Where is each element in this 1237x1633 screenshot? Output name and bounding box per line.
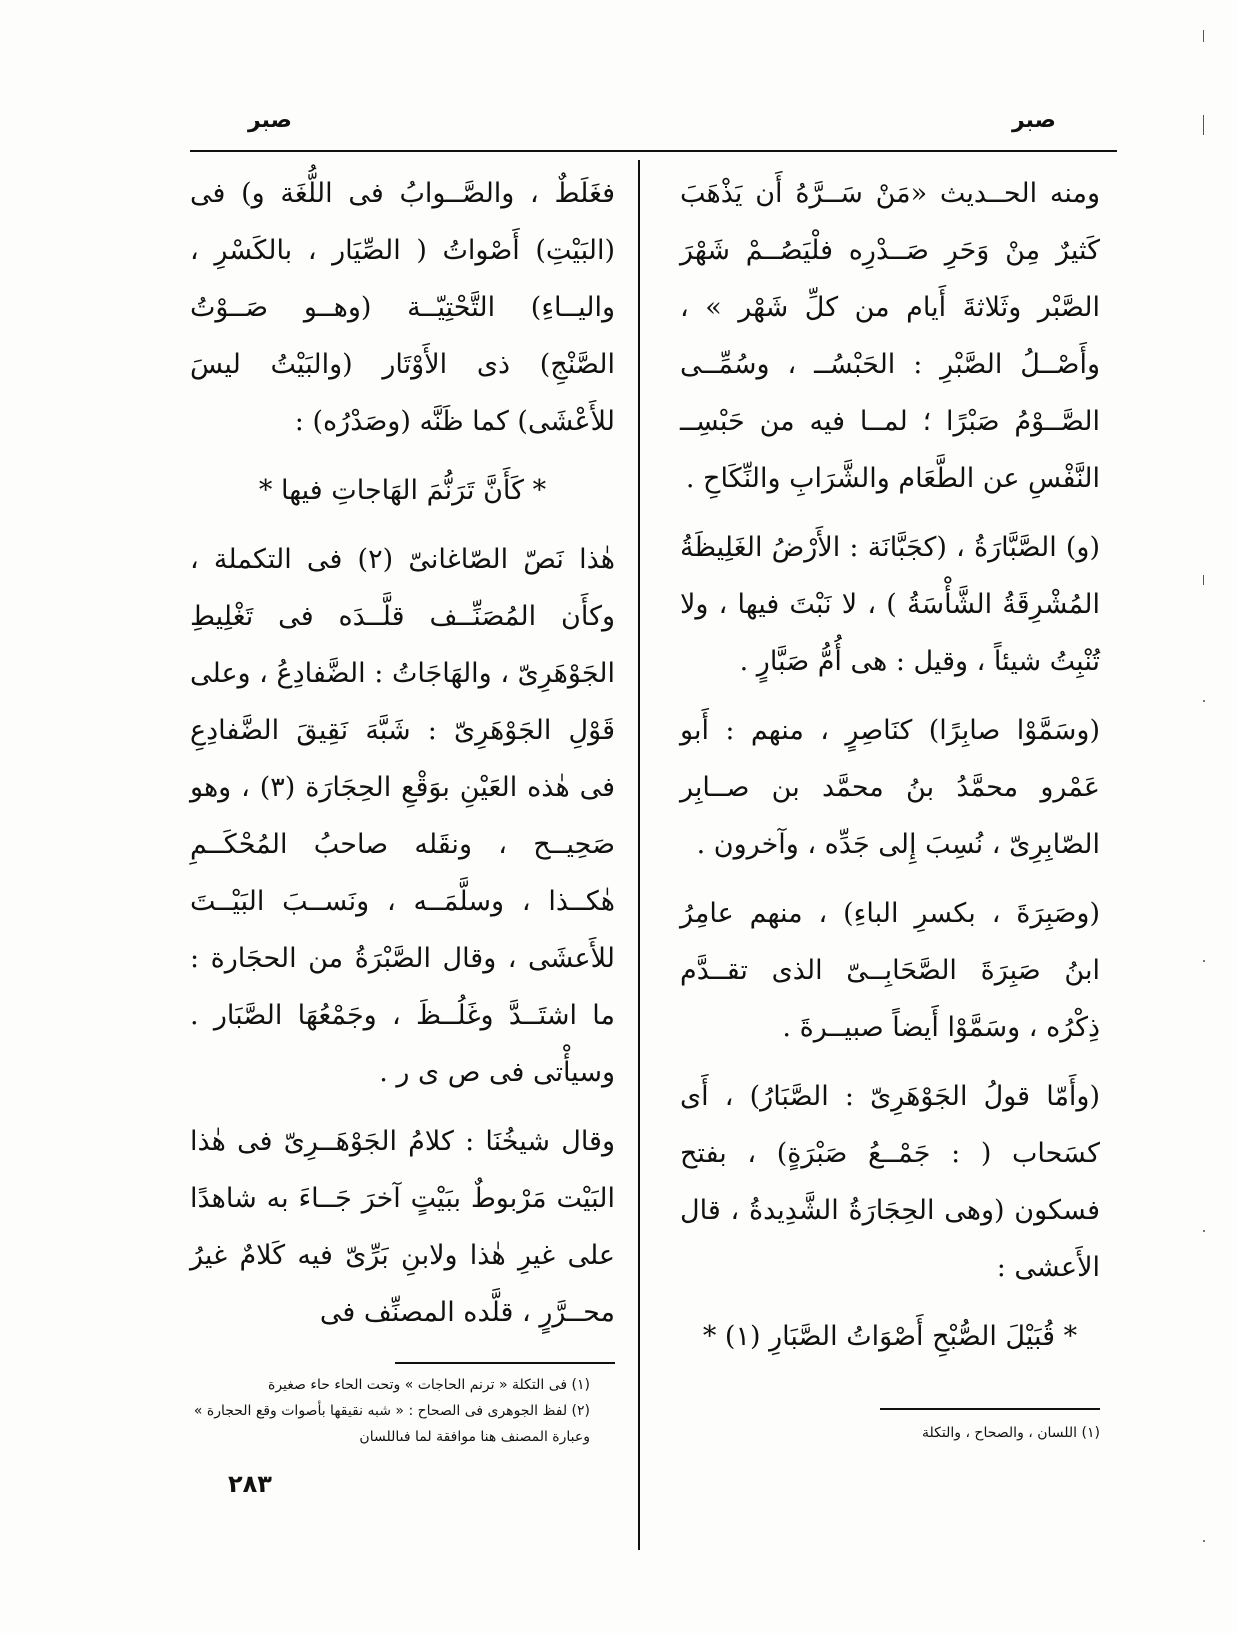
margin-mark	[1203, 115, 1204, 135]
paragraph: فغَلَطٌ ، والصَّــوابُ فى اللُّغَة و) فى (البَيْتِ) أَصْواتُ ( الصِّيَار ، بالكَسْرِ ، واليــاءِ) التَّحْتِيّــة (وهــو صَــوْتُ الصَّنْجِ) ذى الأَوْتَار (والبَيْتُ ليسَ للأَعْشَى) كما ظَنَّه (وصَدْرُه) :	[190, 178, 615, 437]
right-column	[680, 165, 1100, 1377]
paragraph: (وأَمّا قولُ الجَوْهَرِىّ : الصَّبَارُ) ، أَى كسَحاب ( : جَمْــعُ صَبْرَةٍ) ، بفتح فسكون (وهى الحِجَارَةُ الشَّدِيدةُ ، قال الأَعشى :	[680, 1081, 1100, 1283]
footnote-rule-left	[395, 1362, 615, 1364]
margin-dot	[1203, 1230, 1205, 1232]
margin-mark	[1203, 575, 1204, 585]
paragraph: وقال شيخُنَا : كلامُ الجَوْهَــرِىّ فى هٰذا البَيْت مَرْبوطٌ ببَيْتٍ آخرَ جَــاءَ به شاهدًا على غيرِ هٰذا ولابنِ بَرِّىّ فيه كَلامٌ غيرُ محــرَّرٍ ، قلَّده المصنِّف فى	[190, 1126, 615, 1328]
footnote: (١) اللسان ، والصحاح ، والتكلة	[922, 1425, 1100, 1441]
header-rule	[190, 150, 1117, 152]
running-head-left: صبر	[248, 108, 292, 133]
paragraph: هٰذا نَصّ الصّاغانىّ (٢) فى التكملة ، وكأَن المُصَنِّــف قلَّــدَه فى تَغْلِيطِ الجَوْهَرِىّ ، والهَاجَاتُ : الضَّفادِعُ ، وعلى قَوْلِ الجَوْهَرِىّ : شَبَّهَ نَقِيقَ الضَّفادِعِ فى هٰذه العَيْنِ بوَقْعِ الحِجَارَة (٣) ، وهو صَحِيــح ، ونقَله صاحبُ المُحْكَــمِ هٰكــذا ، وسلَّمَــه ، ونَســبَ البَيْــتَ للأَعشَى ، وقال الصَّبْرَةُ من الحجَارة : ما اشتَــدَّ وغَلُــظَ ، وجَمْعُهَا الصَّبَار . وسيأْتى فى ص ى ر .	[190, 544, 615, 1088]
left-column	[190, 165, 615, 1353]
footnote-rule-right	[880, 1408, 1100, 1410]
column-divider	[638, 160, 640, 1550]
margin-dot	[1203, 700, 1205, 702]
paragraph: (و) الصَّبَّارَةُ ، (كجَبَّانَة : الأَرْضُ الغَلِيظَةُ المُشْرِقَةُ الشَّأْسَةُ ) ، لا نَبْتَ فيها ، ولا تُنْبِتُ شيئاً ، وقيل : هى أُمُّ صَبَّارٍ .	[680, 532, 1100, 677]
margin-dot	[1203, 960, 1205, 962]
paragraph: (وصَبِرَةَ ، بكسرِ الباءِ) ، منهم عامِرُ ابنُ صَبِرَةَ الصَّحَابِــىّ الذى تقــدَّم ذِكْرُه ، وسَمَّوْا أَيضاً صبيــرةَ .	[680, 898, 1100, 1043]
verse-line: * كَأَنَّ تَرَنُّمَ الهَاجاتِ فيها *	[258, 475, 547, 506]
running-head-right: صبر	[1012, 108, 1056, 133]
footnotes-right	[780, 1420, 1100, 1446]
footnote: (١) فى التكلة « ترنم الحاجات » وتحت الحاء حاء صغيرة	[267, 1377, 590, 1393]
verse-line: * قُبَيْلَ الصُّبْحِ أَصْوَاتُ الصَّبَارِ (١) *	[702, 1321, 1078, 1352]
footnote: (٢) لفظ الجوهرى فى الصحاح : « شبه نقيقها بأصوات وقع الحجارة » وعبارة المصنف هنا موافقة لما فىاللسان	[193, 1403, 590, 1445]
paragraph: (وسَمَّوْا صابِرًا) كنَاصِرٍ ، منهم : أَبو عَمْرو محمَّدُ بنُ محمَّد بن صــابِر الصّابِرِىّ ، نُسِبَ إِلى جَدِّه ، وآخرون .	[680, 715, 1100, 860]
margin-dot	[1203, 1540, 1205, 1542]
page-number: ٢٨٣	[228, 1470, 272, 1498]
footnotes-left	[190, 1372, 590, 1450]
margin-mark	[1203, 30, 1204, 42]
paragraph: ومنه الحــديث «مَنْ سَــرَّهُ أَن يَذْهَبَ كَثيرٌ مِنْ وَحَرِ صَــدْرِه فلْيَصُــمْ شَهْرَ الصَّبْر وثَلاثةَ أَيام من كلِّ شَهْر » ، وأَصْــلُ الصَّبْرِ : الحَبْسُــ ، وسُمِّــى الصَّــوْمُ صَبْرًا ؛ لمــا فيه من حَبْسِــ النَّفْسِ عن الطَّعَام والشَّرَابِ والنِّكَاحِ .	[680, 178, 1100, 494]
